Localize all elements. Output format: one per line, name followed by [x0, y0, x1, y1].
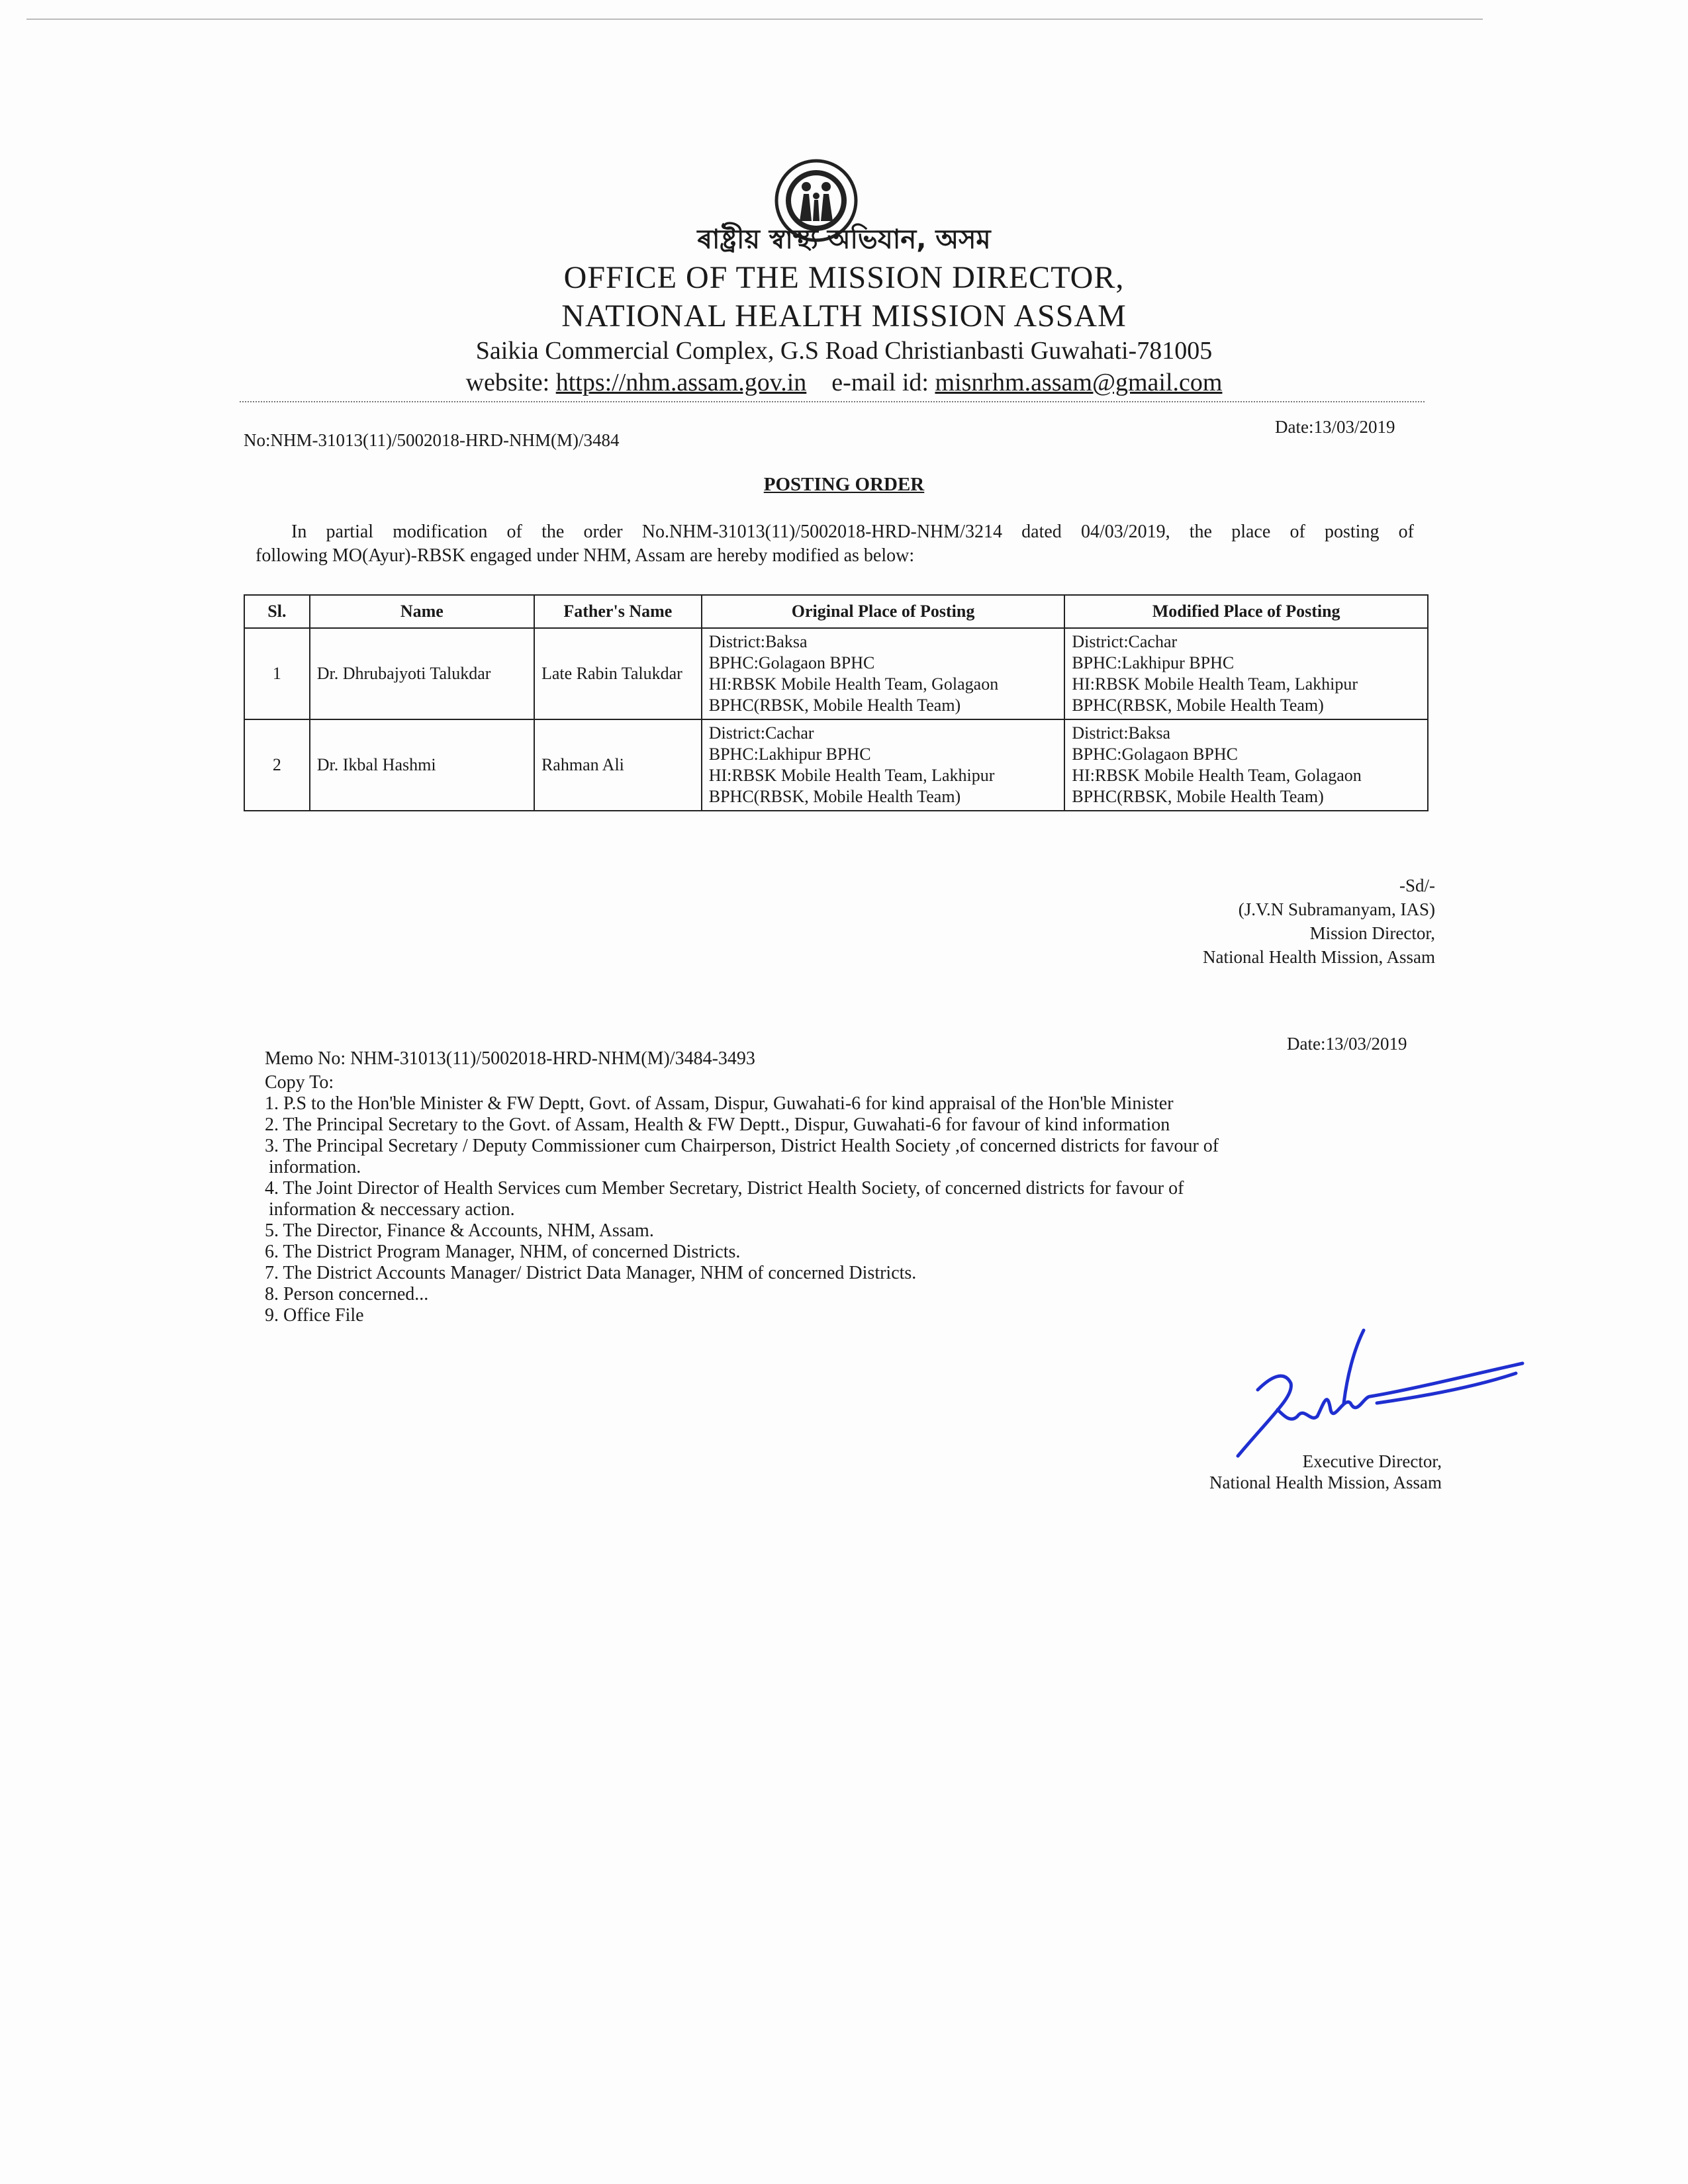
modified-line: District:Baksa	[1072, 723, 1171, 743]
email-link[interactable]: misnrhm.assam@gmail.com	[935, 369, 1223, 396]
list-item: 9. Office File	[265, 1305, 364, 1326]
modified-line: HI:RBSK Mobile Health Team, Golagaon	[1072, 766, 1362, 785]
cell-name: Dr. Dhrubajyoti Talukdar	[310, 628, 534, 719]
posting-order-title: POSTING ORDER	[763, 474, 925, 495]
original-line: District:Baksa	[708, 632, 808, 651]
original-line: BPHC(RBSK, Mobile Health Team)	[708, 787, 961, 806]
website-label: website:	[465, 369, 556, 396]
mission-title: NATIONAL HEALTH MISSION ASSAM	[561, 298, 1127, 334]
modified-line: HI:RBSK Mobile Health Team, Lakhipur	[1072, 674, 1358, 694]
original-line: BPHC:Golagaon BPHC	[708, 653, 875, 672]
intro-line-2: following MO(Ayur)-RBSK engaged under NHM, Assam are hereby modified as below:	[256, 545, 915, 566]
list-item-continued: information & neccessary action.	[269, 1199, 515, 1220]
executive-director-signatory	[1209, 1451, 1442, 1493]
header-divider	[240, 401, 1425, 402]
table-header-row	[244, 595, 1428, 628]
contact-line	[0, 368, 1688, 397]
list-item-continued: information.	[269, 1157, 361, 1177]
email-label: e-mail id:	[831, 369, 935, 396]
modified-line: District:Cachar	[1072, 632, 1178, 651]
cell-father: Late Rabin Talukdar	[534, 628, 702, 719]
list-item: 5. The Director, Finance & Accounts, NHM, Assam.	[265, 1220, 654, 1241]
memo-number: Memo No: NHM-31013(11)/5002018-HRD-NHM(M)/3484-3493	[265, 1048, 755, 1069]
modified-line: BPHC:Lakhipur BPHC	[1072, 653, 1235, 672]
mission-director-signatory	[1203, 874, 1435, 969]
cell-sl: 1	[244, 628, 310, 719]
signatory-name: (J.V.N Subramanyam, IAS)	[1238, 899, 1435, 919]
sd-mark: -Sd/-	[1399, 876, 1435, 895]
list-item: 7. The District Accounts Manager/ District Data Manager, NHM of concerned Districts.	[265, 1263, 917, 1283]
signatory-designation: Mission Director,	[1309, 923, 1435, 943]
list-item: 4. The Joint Director of Health Services cum Member Secretary, District Health Society, of concerned districts for favour of	[265, 1178, 1184, 1199]
header-name: Name	[310, 595, 534, 628]
executive-designation: Executive Director,	[1302, 1451, 1442, 1471]
original-line: HI:RBSK Mobile Health Team, Lakhipur	[708, 766, 995, 785]
executive-org: National Health Mission, Assam	[1209, 1473, 1442, 1492]
header-modified: Modified Place of Posting	[1064, 595, 1428, 628]
copy-to-list	[265, 1072, 1403, 1326]
website-link[interactable]: https://nhm.assam.gov.in	[555, 369, 807, 396]
list-item: 2. The Principal Secretary to the Govt. of Assam, Health & FW Deptt., Dispur, Guwahati-6 for favour of kind information	[265, 1115, 1170, 1135]
header-sl: Sl.	[244, 595, 310, 628]
intro-line-1: In partial modification of the order No.NHM-31013(11)/5002018-HRD-NHM/3214 dated 04/03/2019, the place of posting of	[291, 522, 1414, 542]
list-item: 1. P.S to the Hon'ble Minister & FW Deptt, Govt. of Assam, Dispur, Guwahati-6 for kind appraisal of the Hon'ble Minister	[265, 1093, 1174, 1114]
modified-line: BPHC(RBSK, Mobile Health Team)	[1072, 696, 1324, 715]
order-date: Date:13/03/2019	[1275, 417, 1395, 437]
assamese-title: ৰাষ্ট্ৰীয় স্বাস্থ্য অভিযান, অসম	[697, 224, 991, 255]
cell-original	[702, 628, 1065, 719]
cell-modified	[1064, 719, 1428, 811]
table-row	[244, 719, 1428, 811]
order-number: No:NHM-31013(11)/5002018-HRD-NHM(M)/3484	[244, 430, 620, 450]
memo-date: Date:13/03/2019	[1287, 1034, 1407, 1054]
list-item: 8. Person concerned...	[265, 1284, 429, 1304]
original-line: BPHC(RBSK, Mobile Health Team)	[708, 696, 961, 715]
copy-to-label: Copy To:	[265, 1072, 334, 1093]
signatory-org: National Health Mission, Assam	[1203, 947, 1435, 967]
original-line: HI:RBSK Mobile Health Team, Golagaon	[708, 674, 999, 694]
original-line: BPHC:Lakhipur BPHC	[708, 745, 871, 764]
office-title: OFFICE OF THE MISSION DIRECTOR,	[563, 260, 1125, 295]
header-original: Original Place of Posting	[702, 595, 1065, 628]
scan-edge-line	[26, 19, 1483, 20]
original-line: District:Cachar	[708, 723, 814, 743]
cell-modified	[1064, 628, 1428, 719]
modified-line: BPHC:Golagaon BPHC	[1072, 745, 1238, 764]
header-father: Father's Name	[534, 595, 702, 628]
posting-table	[244, 594, 1429, 811]
cell-original	[702, 719, 1065, 811]
table-row	[244, 628, 1428, 719]
cell-father: Rahman Ali	[534, 719, 702, 811]
cell-sl: 2	[244, 719, 310, 811]
modified-line: BPHC(RBSK, Mobile Health Team)	[1072, 787, 1324, 806]
order-intro	[256, 520, 1414, 568]
list-item: 6. The District Program Manager, NHM, of concerned Districts.	[265, 1242, 741, 1262]
list-item: 3. The Principal Secretary / Deputy Commissioner cum Chairperson, District Health Society ,of concerned districts for favour of	[265, 1136, 1219, 1156]
cell-name: Dr. Ikbal Hashmi	[310, 719, 534, 811]
office-address: Saikia Commercial Complex, G.S Road Christianbasti Guwahati-781005	[475, 337, 1213, 365]
